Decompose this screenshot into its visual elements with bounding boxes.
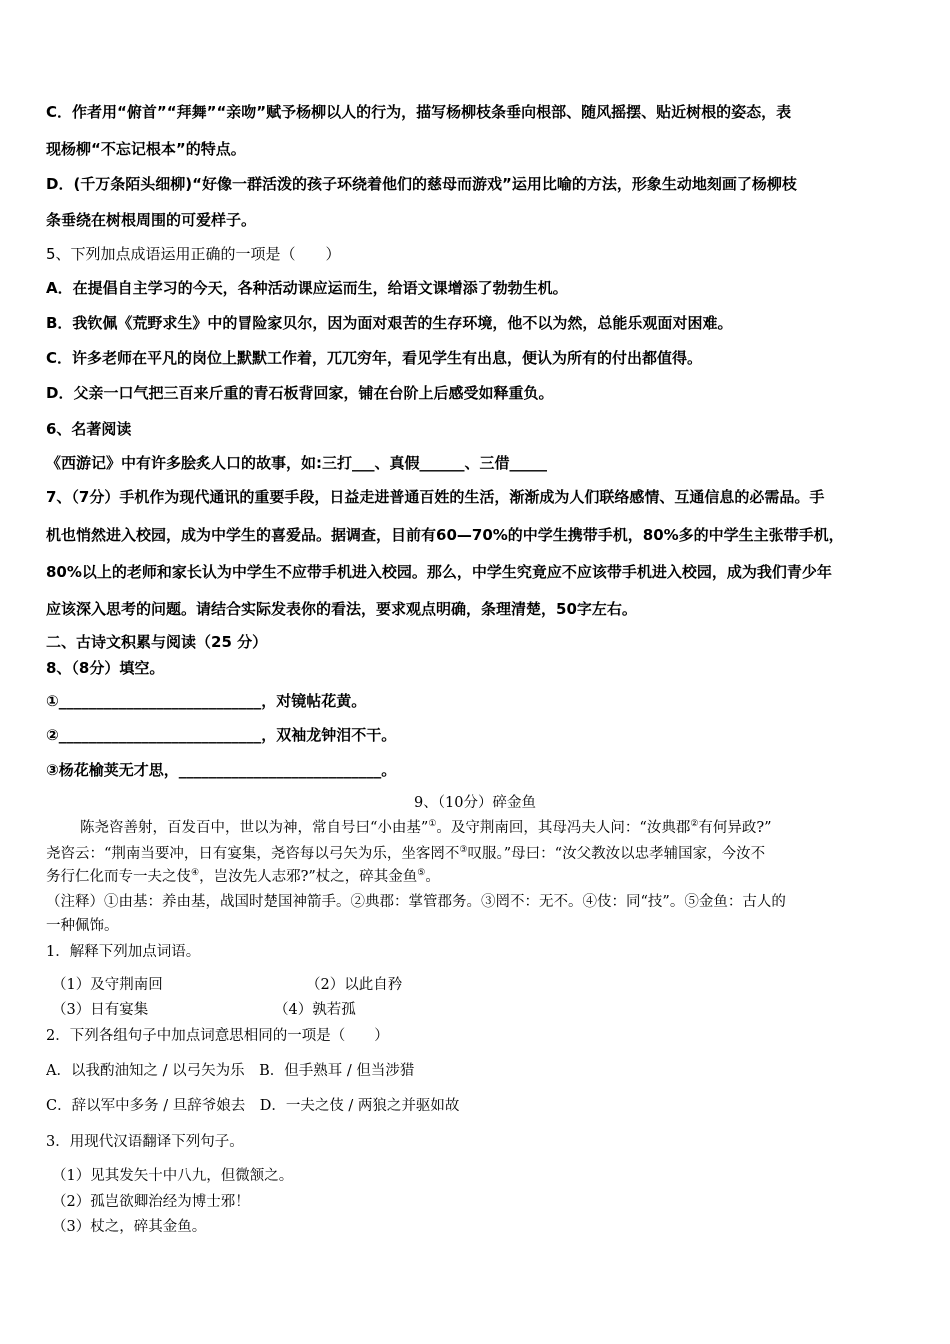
q9-sub3-item3: （3）杖之，碎其金鱼。 <box>52 1219 207 1235</box>
q5-option-b: B．我钦佩《荒野求生》中的冒险家贝尔，因为面对艰苦的生存环境，他不以为然，总能乐观面对困难。 <box>46 314 733 332</box>
q8-item3: ③杨花榆荚无才思，___________________________。 <box>46 761 397 779</box>
q8-stem: 8、（8分）填空。 <box>46 659 165 677</box>
q4-option-d-line2: 条垂绕在树根周围的可爱样子。 <box>46 211 257 229</box>
q9-title: 9、（10分）碎金鱼 <box>414 795 536 811</box>
q9-sub1-stem: 1．解释下列加点词语。 <box>46 944 201 960</box>
q7-line3: 80%以上的老师和家长认为中学生不应带手机进入校园。那么，中学生究竟应不应该带手机进入校园，成为我们青少年 <box>46 563 832 581</box>
q8-item2: ②___________________________，双袖龙钟泪不干。 <box>46 726 397 744</box>
q5-option-d: D．父亲一口气把三百来斤重的青石板背回家，铺在台阶上后感受如释重负。 <box>46 384 554 402</box>
q6-body: 《西游记》中有许多脍炙人口的故事，如:三打___、真假______、三借_____ <box>46 454 548 472</box>
q4-option-c-line1: C．作者用“俯首”“拜舞”“亲吻”赋予杨柳以人的行为，描写杨柳枝条垂向根部、随风摇摆、贴近树根的姿态，表 <box>46 103 792 121</box>
section2-title: 二、古诗文积累与阅读（25 分） <box>46 633 268 651</box>
q9-sub1-item2: （2）以此自矜 <box>306 977 403 993</box>
q9-sub3-stem: 3．用现代汉语翻译下列句子。 <box>46 1134 244 1150</box>
q9-sub3-item1: （1）见其发矢十中八九，但微颔之。 <box>52 1168 294 1184</box>
q6-stem: 6、名著阅读 <box>46 420 132 438</box>
q9-sub2-options-ab: A．以我酌油知之 / 以弓矢为乐 B．但手熟耳 / 但当涉猎 <box>46 1063 415 1079</box>
q9-sub1-item4: （4）孰若孤 <box>274 1002 356 1018</box>
q7-line4: 应该深入思考的问题。请结合实际发表你的看法，要求观点明确，条理清楚，50字左右。 <box>46 600 637 618</box>
q9-sub1-row2 <box>52 1000 914 1020</box>
q5-stem: 5、下列加点成语运用正确的一项是（ ） <box>46 245 341 263</box>
q9-sub2-stem: 2．下列各组句子中加点词意思相同的一项是（ ） <box>46 1028 389 1044</box>
q4-option-c-line2: 现杨柳“不忘记根本”的特点。 <box>46 140 246 158</box>
q9-sub1-item3: （3）日有宴集 <box>52 1002 149 1018</box>
q9-sub2-options-cd: C．辞以军中多务 / 旦辞爷娘去 D．一夫之伎 / 两狼之并驱如故 <box>46 1098 460 1114</box>
q9-sub1-item1: （1）及守荆南回 <box>52 977 163 993</box>
q5-option-a: A．在提倡自主学习的今天，各种活动课应运而生，给语文课增添了勃勃生机。 <box>46 279 568 297</box>
q4-option-d-line1: D．(千万条陌头细柳)“好像一群活泼的孩子环绕着他们的慈母而游戏”运用比喻的方法，形象生动地刻画了杨柳枝 <box>46 175 797 193</box>
q9-passage-line1: 陈尧咨善射，百发百中，世以为神，常自号曰“小由基”①。及守荆南回，其母冯夫人问：“汝典郡②有何异政?” <box>80 819 772 836</box>
q9-notes-line1: （注释）①由基：养由基，战国时楚国神箭手。②典郡：掌管郡务。③罔不：无不。④伎：同“技”。⑤金鱼：古人的 <box>46 894 786 910</box>
q9-passage-line3: 务行仁化而专一夫之伎④，岂汝先人志邪?”杖之，碎其金鱼⑤。 <box>46 868 440 885</box>
q9-passage-line2: 尧咨云：“荆南当要冲，日有宴集，尧咨每以弓矢为乐，坐客罔不③叹服。”母曰：“汝父教汝以忠孝辅国家，今汝不 <box>46 845 766 862</box>
q9-notes-line2: 一种佩饰。 <box>46 918 119 934</box>
q9-sub1-row1 <box>52 975 914 995</box>
q7-line2: 机也悄然进入校园，成为中学生的喜爱品。据调查，目前有60—70%的中学生携带手机，80%多的中学生主张带手机， <box>46 526 844 544</box>
q7-line1: 7、（7分）手机作为现代通讯的重要手段，日益走进普通百姓的生活，渐渐成为人们联络感情、互通信息的必需品。手 <box>46 488 825 506</box>
q5-option-c: C．许多老师在平凡的岗位上默默工作着，兀兀穷年，看见学生有出息，便认为所有的付出都值得。 <box>46 349 703 367</box>
q9-sub3-item2: （2）孤岂欲卿治经为博士邪！ <box>52 1194 250 1210</box>
q8-item1: ①___________________________，对镜帖花黄。 <box>46 692 367 710</box>
